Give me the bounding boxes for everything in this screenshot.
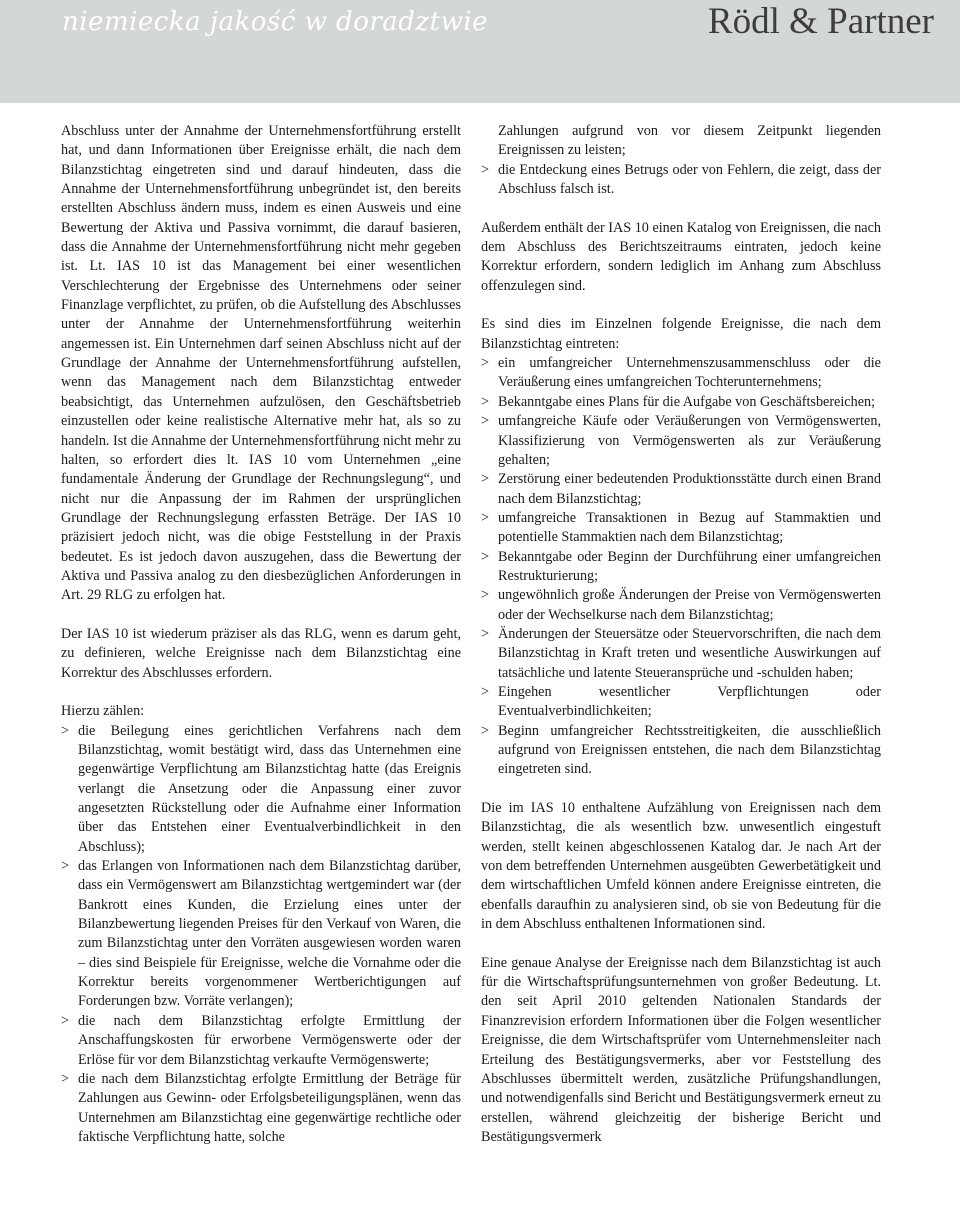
paragraph: Außerdem enthält der IAS 10 einen Katalog von Ereignissen, die nach dem Abschluss des Berichtszeitraums eintraten, jedoch keine Korrektur erfordern, sondern lediglich im Anhang zum Abschluss offenzulegen sind. (481, 219, 881, 294)
list-item: > Bekanntgabe oder Beginn der Durchführung einer umfangreichen Restrukturierung; (481, 548, 881, 587)
page-header (0, 0, 960, 103)
list-item: > Beginn umfangreicher Rechtsstreitigkeiten, die ausschließlich aufgrund von Ereignissen entstehen, die nach dem Bilanzstichtag eingetreten sind. (481, 722, 881, 780)
header-tagline: niemiecka jakość w doradztwie (62, 7, 489, 37)
left-column (61, 122, 461, 1147)
list-intro: Hierzu zählen: (61, 703, 145, 720)
list-item: > die Entdeckung eines Betrugs oder von Fehlern, die zeigt, dass der Abschluss falsch ist. (481, 161, 881, 200)
list-item: > die nach dem Bilanzstichtag erfolgte Ermittlung der Anschaffungskosten für erworbene Vermögenswerte oder der Erlöse für vor dem Bilanzstichtag verkaufte Vermögenswerte; (61, 1012, 461, 1070)
list-item: > umfangreiche Käufe oder Veräußerungen von Vermögenswerten, Klassifizierung von Vermögenswerten als zur Veräußerung gehalten; (481, 412, 881, 470)
list-item: > das Erlangen von Informationen nach dem Bilanzstichtag darüber, dass ein Vermögenswert am Bilanzstichtag wertgemindert war (der Bankrott eines Kunden, die Erzielung eines unter der Bilanzbewertung liegenden Preises für den Verkauf von Waren, die zum Bilanzstichtag unter den Vorräten ausgewiesen worden waren – dies sind Beispiele für Ereignisse, welche die Vornahme oder die Korrektur bereits vorgenommener Wertberichtigungen auf Forderungen bzw. Vorräte verlangen); (61, 857, 461, 1012)
list-item: > Bekanntgabe eines Plans für die Aufgabe von Geschäftsbereichen; (481, 393, 881, 412)
bullet-list (481, 161, 881, 200)
list-item: > Änderungen der Steuersätze oder Steuervorschriften, die nach dem Bilanzstichtag in Kraft treten und wesentliche Auswirkungen auf tatsächliche und latente Steueransprüche und -schulden haben; (481, 625, 881, 683)
paragraph: Die im IAS 10 enthaltene Aufzählung von Ereignissen nach dem Bilanzstichtag, die als wesentlich bzw. unwesentlich eingestuft werden, stellt keinen abgeschlossenen Katalog dar. Je nach Art der von dem betreffenden Unternehmen ausgeübten Gewerbetätigkeit und dem wirtschaftlichen Umfeld können andere Ereignisse eintreten, die ebenfalls daraufhin zu analysieren sind, ob sie von Bedeutung für die in dem Abschluss enthaltenen Informationen sind. (481, 800, 881, 933)
list-item: > die Beilegung eines gerichtlichen Verfahrens nach dem Bilanzstichtag, womit bestätigt wird, dass das Unternehmen eine gegenwärtige Verpflichtung am Bilanzstichtag hatte (das Ereignis verlangt die Ansetzung oder die Anpassung einer zuvor angesetzten Rückstellung oder die Aufnahme einer Information über das Entstehen einer Eventualverbindlichkeit in den Abschluss); (61, 722, 461, 857)
list-item: > Eingehen wesentlicher Verpflichtungen oder Eventualverbindlichkeiten; (481, 683, 881, 722)
paragraph: Es sind dies im Einzelnen folgende Ereignisse, die nach dem Bilanzstichtag eintreten: (481, 316, 881, 352)
list-item: > umfangreiche Transaktionen in Bezug auf Stammaktien und potentielle Stammaktien nach dem Bilanzstichtag; (481, 509, 881, 548)
paragraph: Eine genaue Analyse der Ereignisse nach dem Bilanzstichtag ist auch für die Wirtschaftsprüfungsunternehmen von großer Bedeutung. Lt. den seit April 2010 geltenden Nationalen Standards der Finanzrevision erfordern Informationen über die Folgen wesentlicher Ereignisse, die dem Wirtschaftsprüfer vom Unternehmensleiter nach Erteilung des Bestätigungsvermerks, aber vor Feststellung des Abschlusses übermittelt werden, zusätzliche Prüfungshandlungen, und notwendigenfalls sind Bericht und Bestätigungsvermerk erneut zu erstellen, während gleichzeitig der bisherige Bericht und Bestätigungsvermerk (481, 954, 881, 1145)
brand-logo-text: Rödl & Partner (707, 1, 934, 42)
bullet-list-continuation (481, 122, 881, 161)
list-item: > ein umfangreicher Unternehmenszusammenschluss oder die Veräußerung eines umfangreichen Tochterunternehmens; (481, 354, 881, 393)
right-column (481, 122, 881, 1147)
list-item-continuation: Zahlungen aufgrund von vor diesem Zeitpunkt liegenden Ereignissen zu leisten; (498, 123, 881, 159)
list-item: > die nach dem Bilanzstichtag erfolgte Ermittlung der Beträge für Zahlungen aus Gewinn- oder Erfolgsbeteiligungsplänen, wenn das Unternehmen am Bilanzstichtag eine gegenwärtige rechtliche oder faktische Verpflichtung hatte, solche (61, 1070, 461, 1147)
paragraph: Der IAS 10 ist wiederum präziser als das RLG, wenn es darum geht, zu definieren, welche Ereignisse nach dem Bilanzstichtag eine Korrektur des Abschlusses erfordern. (61, 625, 461, 681)
bullet-list (61, 722, 461, 1148)
paragraph: Abschluss unter der Annahme der Unternehmensfortführung erstellt hat, und dann Informationen über Ereignisse erhält, die nach dem Bilanzstichtag eingetreten sind und darauf hindeuten, dass die Annahme der Unternehmensfortführung unbegründet ist, den bereits erstellten Abschluss ändern muss, indem es einen Ausweis und eine Bewertung der Aktiva und Passiva vornimmt, die darauf basieren, dass die Annahme der Unternehmensfortführung nicht mehr gegeben ist. Lt. IAS 10 ist das Management bei einer wesentlichen Verschlechterung der Ergebnisse des Unternehmens oder seiner Finanzlage verpflichtet, zu prüfen, ob die Aufstellung des Abschlusses unter der Annahme der Unternehmensfortführung weiterhin angemessen ist. Ein Unternehmen darf seinen Abschluss nicht auf der Grundlage der Annahme der Unternehmensfortführung aufstellen, wenn das Management nach dem Bilanzstichtag entweder beabsichtigt, das Unternehmen aufzulösen, den Geschäftsbetrieb einzustellen oder keine realistische Alternative mehr hat, als so zu handeln. Ist die Annahme der Unternehmensfortführung nicht mehr zu halten, so erfordert dies lt. IAS 10 vom Unternehmen „eine fundamentale Änderung der Grundlage der Rechnungslegung“, und nicht nur die Anpassung der im Rahmen der ursprünglichen Grundlage der Rechnungslegung erfassten Beträge. Der IAS 10 präzisiert jedoch nicht, was die obige Feststellung in der Praxis bedeutet. Es ist jedoch davon auszugehen, dass die Bewertung der Aktiva und Passiva analog zu den diesbezüglichen Anforderungen in Art. 29 RLG zu erfolgen hat. (61, 123, 461, 604)
list-item: > ungewöhnlich große Änderungen der Preise von Vermögenswerten oder der Wechselkurse nach dem Bilanzstichtag; (481, 586, 881, 625)
bullet-list (481, 354, 881, 780)
list-item: > Zerstörung einer bedeutenden Produktionsstätte durch einen Brand nach dem Bilanzstichtag; (481, 470, 881, 509)
